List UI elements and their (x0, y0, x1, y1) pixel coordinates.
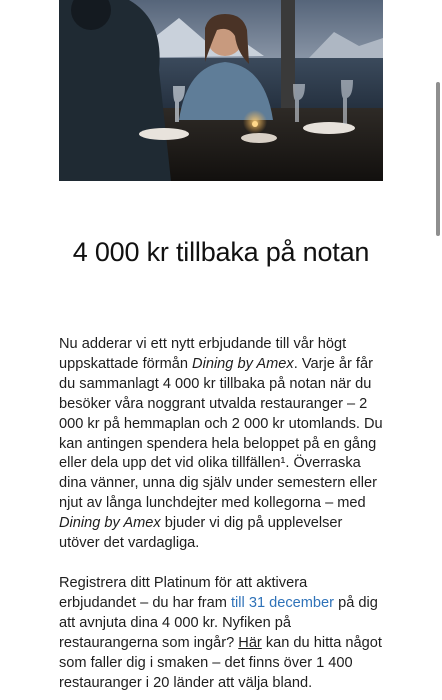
restaurant-dinner-photo (59, 0, 383, 181)
deadline-link[interactable]: till 31 december (231, 594, 335, 611)
article-headline: 4 000 kr tillbaka på notan (72, 237, 370, 267)
scrollbar-thumb[interactable] (436, 82, 440, 236)
hero-image (59, 0, 383, 181)
article-body (59, 335, 385, 700)
brand-name: Dining by Amex (59, 515, 161, 532)
intro-paragraph: Nu adderar vi ett nytt erbjudande till vår högt uppskattade förmån Dining by Amex. Varje år får du sammanlagt 4 000 kr tillbaka på notan när du besöker våra noggrant utvalda restauranger – 2 000 kr på hemmaplan och 2 000 kr utomlands. Du kan antingen spendera hela beloppet på en gång eller dela upp det vid olika tillfällen¹. Överraska dina vänner, unna dig själv under semestern eller njut av långa lunchdejter med kollegorna – med Dining by Amex bjuder vi dig på upplevelser utöver det vardagliga. (59, 336, 383, 552)
brand-name: Dining by Amex (192, 355, 294, 372)
registration-paragraph: Registrera ditt Platinum för att aktivera erbjudandet – du har fram till 31 december på dig att avnjuta dina 4 000 kr. Nyfiken på restaurangerna som ingår? Här kan du hitta något som faller dig i smaken – det finns över 1 400 restauranger i 20 länder att välja bland. (59, 574, 382, 691)
restaurants-link[interactable]: Här (238, 634, 262, 651)
